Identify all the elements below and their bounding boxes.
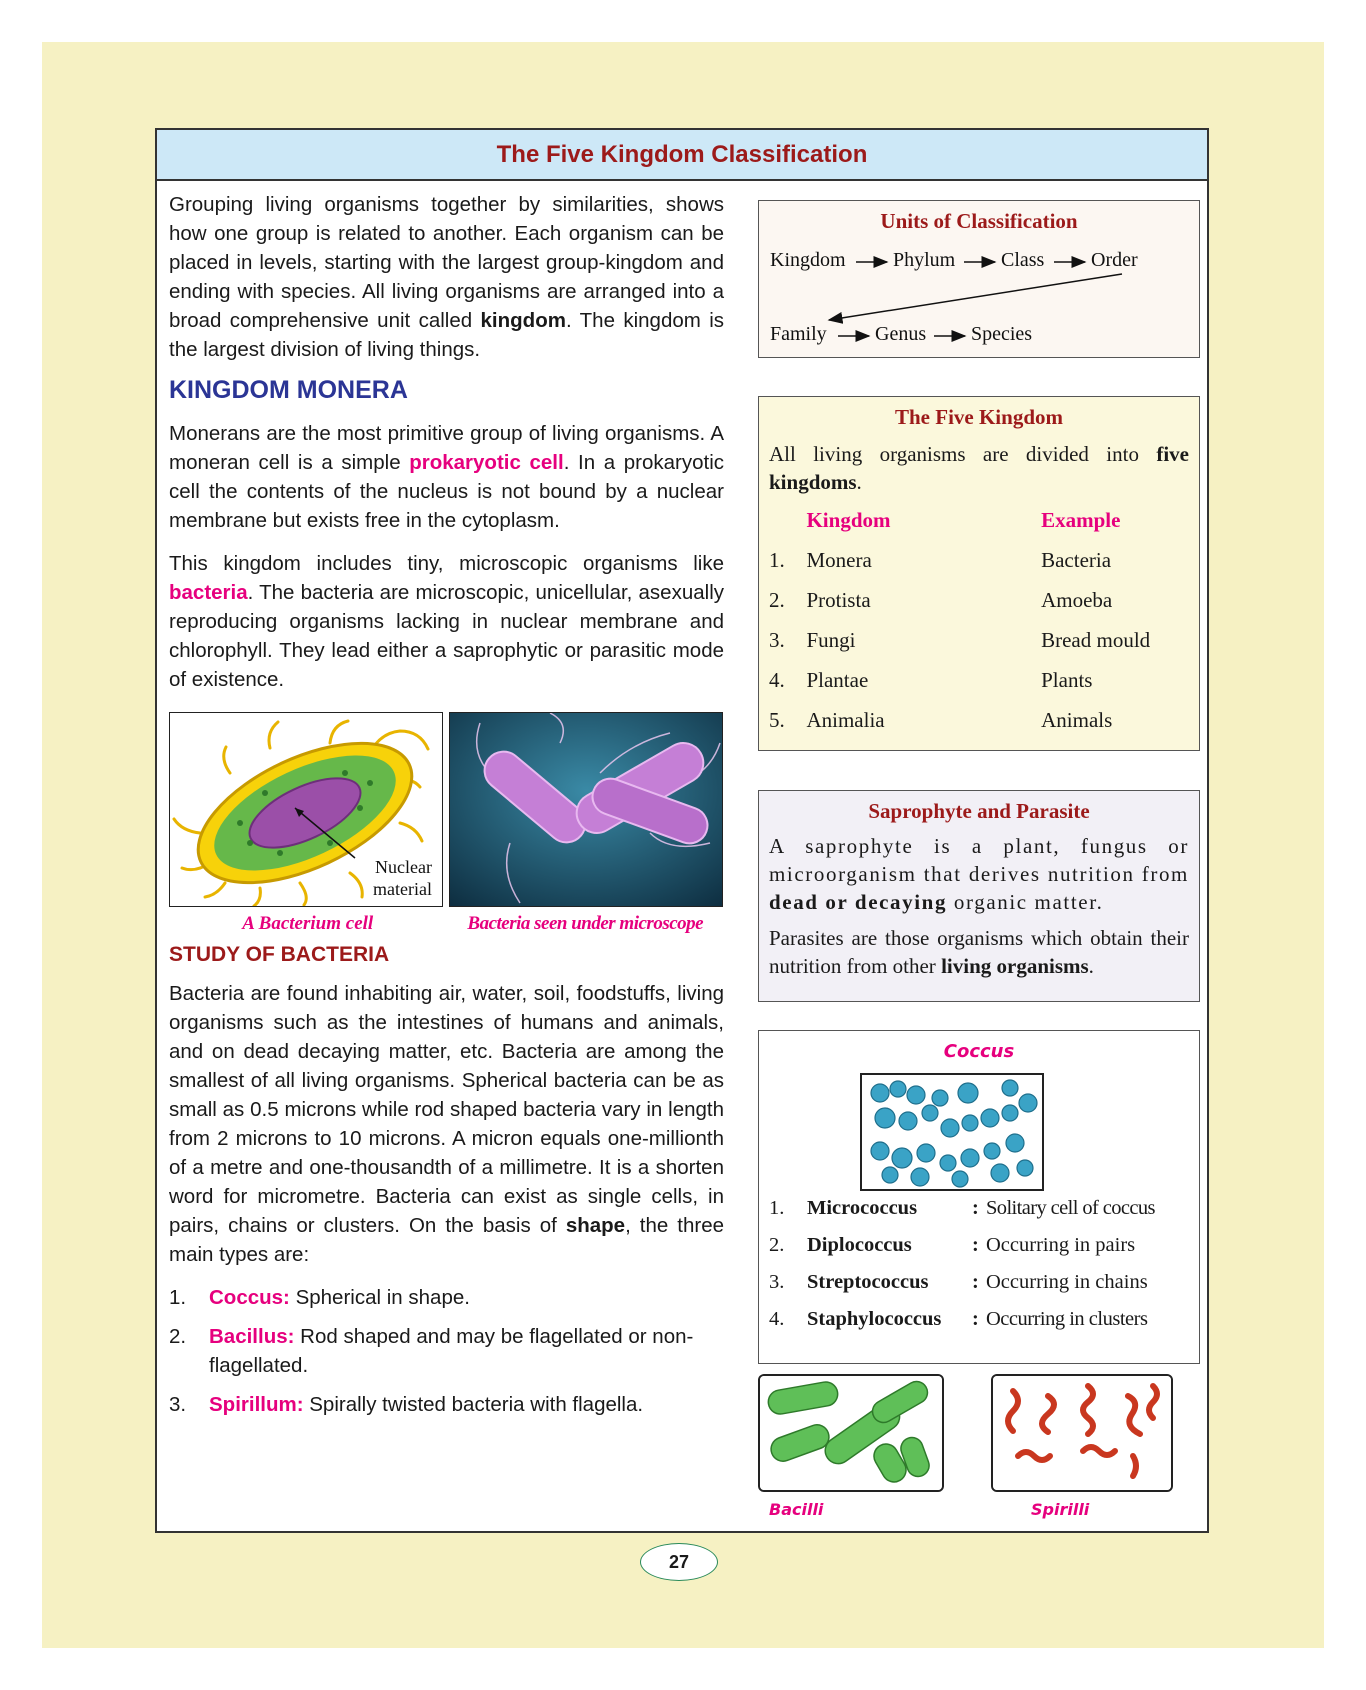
units-of-classification-box — [758, 200, 1200, 358]
coccus-row — [769, 1308, 1147, 1331]
units-title: Units of Classification — [880, 209, 1078, 233]
monera-p1-end: . In a prokaryotic cell the contents of the nucleus is not bound by a nuclear membrane but exists free in the cytoplasm. — [169, 451, 724, 532]
five-end: . — [856, 470, 862, 494]
row-number: 3. — [769, 1271, 785, 1293]
coccus-desc: Occurring in chains — [986, 1271, 1148, 1293]
page-title: The Five Kingdom Classification — [157, 130, 1207, 181]
col-kingdom-header: Kingdom — [806, 507, 891, 532]
row-number: 3. — [769, 627, 785, 652]
coccus-row — [769, 1234, 1135, 1257]
row-kingdom: Fungi — [806, 627, 856, 652]
coccus-desc: Occurring in pairs — [986, 1234, 1136, 1256]
par-bold: living organisms — [941, 954, 1089, 978]
type-desc: Spherical in shape. — [289, 1286, 470, 1309]
table-row — [769, 580, 1189, 620]
coccus-name: Micrococcus — [807, 1197, 918, 1219]
row-kingdom: Protista — [806, 587, 871, 612]
row-kingdom: Monera — [806, 547, 872, 572]
spirilli-caption: Spirilli — [1031, 1500, 1090, 1519]
sap-end: organic matter. — [947, 890, 1104, 914]
microscope-figure — [449, 712, 723, 907]
intro-bold: kingdom — [480, 309, 566, 332]
list-item — [169, 1390, 724, 1419]
coccus-row — [769, 1271, 1148, 1294]
par-text: Parasites are those organisms which obtain their nutrition from other — [769, 926, 1189, 978]
bacilli-figure — [758, 1374, 944, 1492]
page-number: 27 — [640, 1543, 718, 1581]
list-item — [169, 1322, 724, 1380]
unit-phylum: Phylum — [893, 249, 956, 271]
row-number: 1. — [769, 1197, 785, 1219]
type-name: Bacillus: — [209, 1325, 295, 1348]
colon: : — [972, 1234, 979, 1256]
study-text: Bacteria are found inhabiting air, water, soil, foodstuffs, living organisms such as the intestines of humans and animals, and on dead decaying matter, etc. Bacteria are among the smallest of all living organisms. Spherical bacteria can be as small as 0.5 microns while rod shaped bacteria vary in length from 2 microns to 10 microns. A micron equals one-millionth of a metre and one-thousandth of a millimetre. It is a shorten word for micrometre. Bacteria can exist as single cells, in pairs, chains or clusters. On the basis of — [169, 982, 724, 1237]
list-number: 3. — [169, 1393, 187, 1416]
left-column — [169, 190, 724, 1419]
coccus-box — [758, 1030, 1200, 1364]
kingdom-table-header — [769, 500, 1189, 540]
unit-genus: Genus — [875, 323, 927, 345]
monera-heading: KINGDOM MONERA — [169, 376, 408, 404]
row-number: 4. — [769, 1308, 785, 1330]
study-heading: STUDY OF BACTERIA — [169, 943, 390, 966]
prokaryotic-term: prokaryotic cell — [409, 451, 564, 474]
coccus-title: Coccus — [943, 1041, 1015, 1062]
study-text-end: , the three main types are: — [169, 1214, 724, 1266]
bacilli-illustration — [760, 1376, 942, 1490]
table-row — [769, 620, 1189, 660]
unit-kingdom: Kingdom — [770, 249, 846, 271]
table-row — [769, 700, 1189, 740]
saprophyte-text — [769, 832, 1189, 916]
five-bold: five kingdoms — [769, 442, 1189, 494]
coccus-desc: Occurring in clusters — [986, 1308, 1148, 1330]
par-end: . — [1088, 954, 1094, 978]
intro-text-end: . The kingdom is the largest division of living things. — [169, 309, 724, 361]
colon: : — [972, 1271, 979, 1293]
bacteria-microscope-illustration — [450, 713, 723, 907]
bacilli-caption: Bacilli — [769, 1500, 824, 1519]
row-number: 2. — [769, 587, 785, 612]
unit-class: Class — [1001, 249, 1045, 271]
colon: : — [972, 1308, 979, 1330]
table-row — [769, 660, 1189, 700]
study-paragraph — [169, 979, 724, 1269]
row-example: Plants — [1041, 667, 1093, 692]
bacterium-cell-caption: A Bacterium cell — [242, 913, 374, 934]
unit-order: Order — [1091, 249, 1138, 271]
five-text: All living organisms are divided into — [769, 442, 1157, 466]
intro-text: Grouping living organisms together by similarities, shows how one group is related to another. Each organism can be placed in levels, starting with the largest group-kingdom and ending with species. All living organisms are arranged into a broad comprehensive unit called — [169, 193, 724, 332]
parasite-text — [769, 924, 1189, 980]
coccus-name: Staphylococcus — [807, 1308, 942, 1330]
five-kingdom-text — [769, 440, 1189, 496]
bacteria-figures — [169, 712, 724, 907]
study-bold: shape — [565, 1214, 626, 1237]
coccus-name: Diplococcus — [807, 1234, 912, 1256]
monera-paragraph-2 — [169, 549, 724, 694]
row-number: 2. — [769, 1234, 785, 1256]
row-kingdom: Plantae — [806, 667, 869, 692]
monera-p2-text: This kingdom includes tiny, microscopic organisms like — [169, 552, 724, 575]
table-row — [769, 540, 1189, 580]
row-example: Bread mould — [1041, 627, 1151, 652]
five-kingdom-box — [758, 396, 1200, 751]
type-name: Coccus: — [209, 1286, 290, 1309]
row-number: 4. — [769, 667, 785, 692]
sap-bold: dead or decaying — [769, 890, 948, 914]
sap-text: A saprophyte is a plant, fungus or microorganism that derives nutrition from — [769, 834, 1189, 886]
bacterium-cell-figure — [169, 712, 443, 907]
five-kingdom-title: The Five Kingdom — [894, 405, 1063, 429]
monera-p1-text: Monerans are the most primitive group of living organisms. A moneran cell is a simple — [169, 422, 724, 474]
intro-paragraph — [169, 190, 724, 364]
coccus-illustration — [860, 1073, 1044, 1191]
unit-family: Family — [770, 323, 827, 345]
monera-paragraph-1 — [169, 419, 724, 535]
nuclear-material-label — [373, 856, 432, 900]
row-kingdom: Animalia — [806, 707, 885, 732]
spirilli-figure — [991, 1374, 1173, 1492]
list-number: 1. — [169, 1286, 187, 1309]
col-example-header: Example — [1041, 507, 1121, 532]
coccus-row — [769, 1197, 1155, 1220]
microscope-caption: Bacteria seen under microscope — [467, 913, 704, 934]
type-desc: Rod shaped and may be flagellated or non-flagellated. — [209, 1325, 694, 1377]
figure-captions — [169, 909, 724, 938]
row-example: Bacteria — [1041, 547, 1112, 572]
colon: : — [972, 1197, 979, 1219]
nuclear-label-line2: material — [373, 879, 432, 899]
bacteria-term: bacteria — [169, 581, 248, 604]
unit-species: Species — [971, 323, 1033, 345]
coccus-name: Streptococcus — [807, 1271, 929, 1293]
saprophyte-title: Saprophyte and Parasite — [868, 799, 1090, 823]
coccus-desc: Solitary cell of coccus — [986, 1197, 1155, 1219]
row-number: 5. — [769, 707, 785, 732]
list-item — [169, 1283, 724, 1312]
saprophyte-parasite-box — [758, 790, 1200, 1002]
list-number: 2. — [169, 1325, 187, 1348]
type-name: Spirillum: — [209, 1393, 304, 1416]
type-desc: Spirally twisted bacteria with flagella. — [303, 1393, 644, 1416]
row-number: 1. — [769, 547, 785, 572]
nuclear-label-line1: Nuclear — [375, 857, 432, 877]
content-frame — [155, 128, 1209, 1533]
monera-p2-end: . The bacteria are microscopic, unicellular, asexually reproducing organisms lacking in nuclear membrane and chlorophyll. They lead either a saprophytic or parasitic mode of existence. — [169, 581, 724, 691]
row-example: Amoeba — [1041, 587, 1113, 612]
row-example: Animals — [1041, 707, 1113, 732]
spirilli-illustration — [993, 1376, 1171, 1490]
